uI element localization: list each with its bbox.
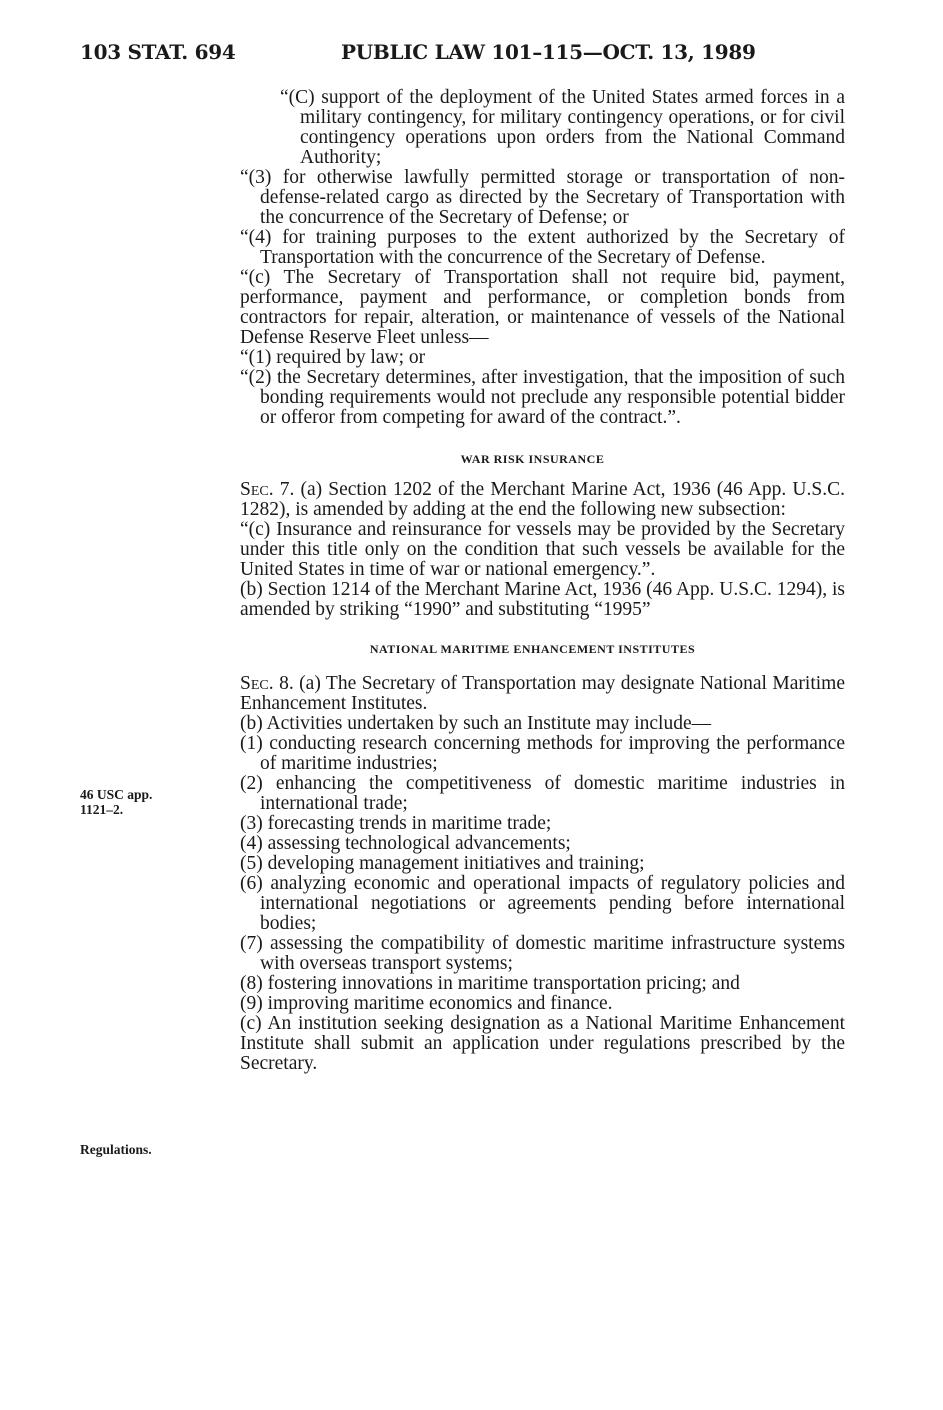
paragraph-2-determines: “(2) the Secretary determines, after investigation, that the imposition of such bonding requirements would not preclude any responsible potential bidder or offeror from competing for award of the contract.”. bbox=[240, 367, 845, 428]
section-8-b: (b) Activities undertaken by such an Institute may include— bbox=[240, 713, 712, 734]
margin-note-usc: 46 USC app. 1121–2. bbox=[80, 787, 153, 817]
sec-label: Sec. bbox=[240, 479, 274, 500]
list-item: (1) conducting research concerning methods for improving the performance of maritime industries; bbox=[240, 733, 845, 774]
paragraph-c-bonds: “(c) The Secretary of Transportation shall not require bid, payment, performance, payment and performance, or completion bonds from contractors for repair, alteration, or maintenance of vessels of the National Defense Reserve Fleet unless— bbox=[240, 267, 845, 348]
list-item: (4) assessing technological advancements; bbox=[240, 833, 571, 854]
list-item: (8) fostering innovations in maritime transportation pricing; and bbox=[240, 973, 740, 994]
section-heading-war-risk: WAR RISK INSURANCE bbox=[460, 452, 605, 466]
paragraph-4: “(4) for training purposes to the extent authorized by the Secretary of Transportation with the concurrence of the Secretary of Defense. bbox=[240, 227, 845, 268]
section-8-a-text: 8. (a) The Secretary of Transportation may designate National Maritime Enhancement Institutes. bbox=[240, 673, 845, 714]
section-7-b: (b) Section 1214 of the Merchant Marine Act, 1936 (46 App. U.S.C. 1294), is amended by striking “1990” and substituting “1995” bbox=[240, 579, 845, 620]
page-header-stat: 103 STAT. 694 bbox=[80, 40, 236, 64]
list-item: (2) enhancing the competitiveness of domestic maritime industries in international trade; bbox=[240, 773, 845, 814]
section-7-a bbox=[220, 480, 845, 520]
section-8-c: (c) An institution seeking designation as a National Maritime Enhancement Institute shall submit an application under regulations prescribed by the Secretary. bbox=[240, 1013, 845, 1074]
list-item: (7) assessing the compatibility of domestic maritime infrastructure systems with overseas transport systems; bbox=[240, 933, 845, 974]
paragraph-3: “(3) for otherwise lawfully permitted storage or transportation of non-defense-related cargo as directed by the Secretary of Transportation with the concurrence of the Secretary of Defense; or bbox=[240, 167, 845, 228]
paragraph-1-law: “(1) required by law; or bbox=[240, 347, 426, 368]
page-header-title: PUBLIC LAW 101–115—OCT. 13, 1989 bbox=[341, 40, 756, 64]
paragraph-C: “(C) support of the deployment of the United States armed forces in a military contingency, for military contingency operations, or for civil contingency operations upon orders from the National Command Authority; bbox=[280, 87, 845, 168]
list-item: (6) analyzing economic and operational impacts of regulatory policies and international negotiations or agreements pending before international bodies; bbox=[240, 873, 845, 934]
list-item: (9) improving maritime economics and finance. bbox=[240, 993, 613, 1014]
list-item: (5) developing management initiatives and training; bbox=[240, 853, 645, 874]
sec-label: Sec. bbox=[240, 673, 274, 694]
margin-note-regulations: Regulations. bbox=[80, 1142, 152, 1157]
section-heading-institutes: NATIONAL MARITIME ENHANCEMENT INSTITUTES bbox=[369, 642, 696, 656]
section-7-c-insurance: “(c) Insurance and reinsurance for vessels may be provided by the Secretary under this title only on the condition that such vessels be available for the United States in time of war or national emergency.”. bbox=[240, 519, 845, 580]
section-8-a bbox=[220, 674, 845, 714]
body-text bbox=[220, 88, 845, 1074]
list-item: (3) forecasting trends in maritime trade; bbox=[240, 813, 552, 834]
section-7-a-text: 7. (a) Section 1202 of the Merchant Marine Act, 1936 (46 App. U.S.C. 1282), is amended by adding at the end the following new subsection: bbox=[240, 479, 845, 520]
